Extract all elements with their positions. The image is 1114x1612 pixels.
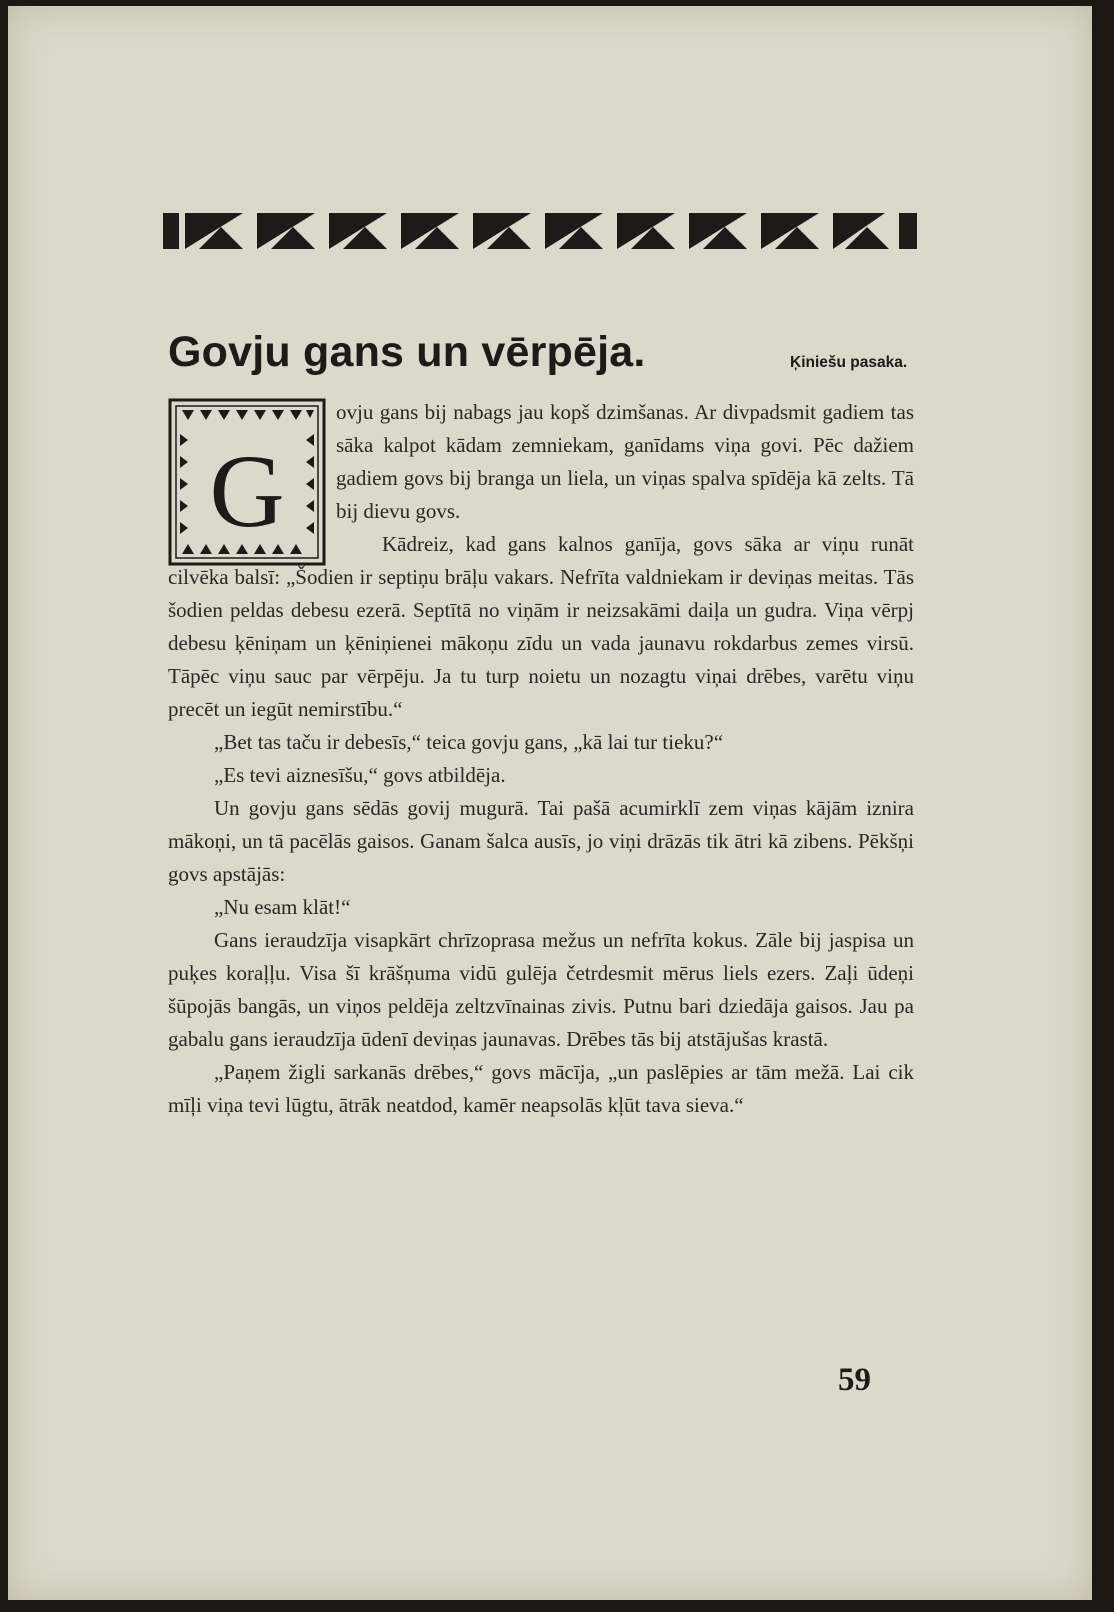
page-number: 59 <box>838 1362 871 1398</box>
book-page <box>8 6 1092 1600</box>
paragraph: „Es tevi aiznesīšu,“ govs atbildēja. <box>214 763 506 787</box>
story-subtitle: Ķiniešu pasaka. <box>790 354 908 371</box>
story-text <box>168 396 914 1122</box>
initial-space <box>168 396 336 558</box>
paragraph: „Bet tas taču ir debesīs,“ teica govju gans, „kā lai tur tieku?“ <box>214 730 724 754</box>
paragraph: Kādreiz, kad gans kalnos ganīja, govs sāka ar viņu runāt cilvēka balsī: „Šodien ir septiņu brāļu vakars. Nefrīta valdniekam ir deviņas meitas. Tās šodien peldas debesu ezerā. Septītā no viņām ir neizsakāmi daiļa un gudra. Viņa vērpj debesu ķēniņam un ķēniņienei mākoņu zīdu un vada jaunavu rokdarbus zemes virsū. Tāpēc viņu sauc par vērpēju. Ja tu turp noietu un nozagtu viņai drēbes, varētu viņu precēt un iegūt nemirstību.“ <box>168 532 914 721</box>
paragraph: „Nu esam klāt!“ <box>214 895 351 919</box>
initial-letter: G <box>209 434 285 549</box>
decorative-border-ornament <box>163 211 917 251</box>
paragraph: Un govju gans sēdās govij mugurā. Tai pašā acumirklī zem viņas kājām iznira mākoņi, un tā pacēlās gaisos. Ganam šalca ausīs, jo viņi drāzās tik ātri kā zibens. Pēkšņi govs apstājās: <box>168 796 914 886</box>
page-title: Govju gans un vērpēja. <box>168 328 646 376</box>
paragraph: ovju gans bij nabags jau kopš dzimšanas. Ar divpadsmit gadiem tas sāka kalpot kādam zemniekam, ganīdams viņa govi. Pēc dažiem gadiem govs bij branga un liela, un viņas spalva spīdēja kā zelts. Tā bij dievu govs. <box>336 400 914 523</box>
paragraph: Gans ieraudzīja visapkārt chrīzoprasa mežus un nefrīta kokus. Zāle bij jaspisa un puķes koraļļu. Visa šī krāšņuma vidū gulēja četrdesmit mērus liels ezers. Zaļi ūdeņi šūpojās bangās, un viņos peldēja zeltzvīnainas zivis. Putnu bari dziedāja gaisos. Jau pa gabalu gans ieraudzīja ūdenī deviņas jaunavas. Drēbes tās bij atstājušas krastā. <box>168 928 914 1051</box>
paragraph: „Paņem žigli sarkanās drēbes,“ govs mācīja, „un paslēpies ar tām mežā. Lai cik mīļi viņa tevi lūgtu, ātrāk neatdod, kamēr neapsolās kļūt tava sieva.“ <box>168 1060 914 1117</box>
